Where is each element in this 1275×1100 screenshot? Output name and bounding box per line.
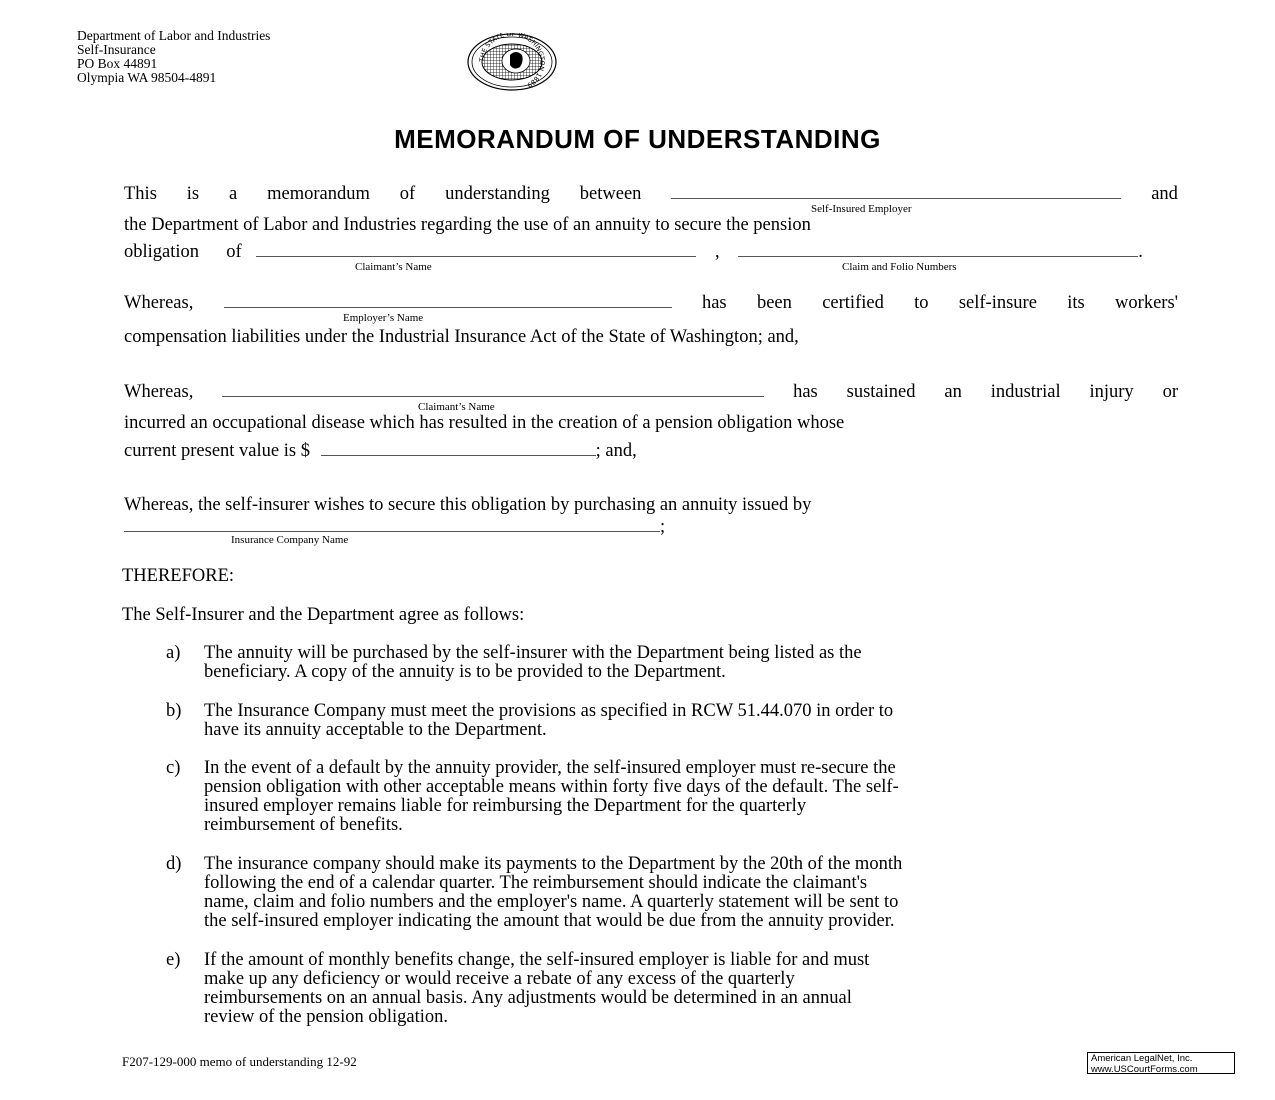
item-label: c): [166, 758, 181, 778]
item-line: If the amount of monthly benefits change, the self-insured employer is liable for and must: [204, 950, 870, 970]
word: This: [124, 184, 157, 204]
item-label: a): [166, 643, 181, 663]
word: a: [229, 184, 238, 204]
item-line: insured employer remains liable for reimbursing the Department for the quarterly: [204, 796, 807, 816]
address-line: Department of Labor and Industries: [77, 28, 271, 43]
intro-line-1: [124, 183, 1178, 205]
text: ; and,: [595, 441, 637, 461]
item-line: make up any deficiency or would receive a rebate of any excess of the quarterly: [204, 969, 795, 989]
word: between: [579, 184, 642, 204]
caption-claim-folio-numbers: Claim and Folio Numbers: [842, 261, 957, 273]
whereas3-line-1: Whereas, the self-insurer wishes to secure this obligation by purchasing an annuity issued by: [124, 495, 812, 515]
caption-claimant-name: Claimant’s Name: [355, 261, 432, 273]
item-label: d): [166, 854, 182, 874]
item-line: In the event of a default by the annuity provider, the self-insured employer must re-secure the: [204, 758, 896, 778]
item-line: reimbursements on an annual basis. Any adjustments would be determined in an annual: [204, 988, 852, 1008]
item-label: b): [166, 701, 182, 721]
whereas2-line-1: [124, 381, 1178, 403]
item-line: The Insurance Company must meet the provisions as specified in RCW 51.44.070 in order to: [204, 701, 894, 721]
word: certified: [822, 293, 884, 313]
word: and: [1151, 184, 1178, 204]
item-line: name, claim and folio numbers and the employer's name. A quarterly statement will be sent to: [204, 892, 899, 912]
period: .: [1138, 242, 1143, 262]
claimant-name-field-2[interactable]: [222, 381, 764, 397]
item-label: e): [166, 950, 181, 970]
claim-folio-numbers-field[interactable]: [738, 241, 1138, 257]
item-line: The annuity will be purchased by the self-insurer with the Department being listed as the: [204, 643, 862, 663]
item-line: beneficiary. A copy of the annuity is to be provided to the Department.: [204, 662, 726, 682]
address-line: PO Box 44891: [77, 56, 158, 71]
word: has: [793, 382, 818, 402]
word: workers': [1115, 293, 1178, 313]
whereas1-line-1: [124, 292, 1178, 314]
claimant-name-field[interactable]: [256, 241, 696, 257]
item-line: The insurance company should make its payments to the Department by the 20th of the month: [204, 854, 903, 874]
word: understanding: [445, 184, 550, 204]
stamp-line: American LegalNet, Inc.: [1091, 1053, 1193, 1064]
word: obligation: [124, 242, 200, 262]
employer-name-field[interactable]: [224, 292, 672, 308]
insurance-company-name-field[interactable]: [124, 516, 660, 532]
state-seal-icon: [466, 33, 558, 91]
self-insured-employer-field[interactable]: [671, 183, 1121, 199]
word: or: [1162, 382, 1178, 402]
word: has: [701, 293, 727, 313]
therefore-heading: THEREFORE:: [122, 566, 235, 586]
whereas2-line-3: [124, 440, 637, 462]
present-value-field[interactable]: [321, 440, 596, 456]
item-line: have its annuity acceptable to the Department.: [204, 720, 547, 740]
caption-self-insured-employer: Self-Insured Employer: [811, 203, 912, 215]
word: injury: [1089, 382, 1134, 402]
caption-employer-name: Employer’s Name: [343, 312, 424, 324]
item-line: reimbursement of benefits.: [204, 815, 403, 835]
agreement-intro: The Self-Insurer and the Department agree as follows:: [122, 605, 525, 625]
page-title: MEMORANDUM OF UNDERSTANDING: [394, 124, 881, 154]
word: Whereas,: [124, 293, 194, 313]
whereas3-line-2: [124, 516, 665, 538]
word: an: [944, 382, 962, 402]
intro-line-3: [124, 241, 1143, 263]
word: of: [226, 242, 242, 262]
caption-insurance-company-name: Insurance Company Name: [231, 534, 349, 546]
seal-ring-text: THE STATE OF WASHINGTON 1889: [477, 33, 547, 90]
department-address: [77, 29, 270, 85]
word: industrial: [990, 382, 1061, 402]
whereas2-line-2: incurred an occupational disease which has resulted in the creation of a pension obligation whose: [124, 413, 845, 433]
word: self-insure: [958, 293, 1037, 313]
word: memorandum: [267, 184, 370, 204]
word: Whereas,: [124, 382, 194, 402]
item-line: review of the pension obligation.: [204, 1007, 449, 1027]
item-line: the self-insured employer indicating the amount that would be due from the annuity provider.: [204, 911, 895, 931]
text: current present value is $: [124, 441, 310, 461]
word: sustained: [846, 382, 916, 402]
whereas1-line-2: compensation liabilities under the Industrial Insurance Act of the State of Washington; and,: [124, 327, 799, 347]
word: been: [756, 293, 792, 313]
word: its: [1067, 293, 1085, 313]
form-number: F207-129-000 memo of understanding 12-92: [122, 1054, 357, 1069]
legalnet-stamp: [1087, 1052, 1235, 1074]
stamp-line: www.USCourtForms.com: [1091, 1063, 1198, 1075]
intro-line-2: the Department of Labor and Industries regarding the use of an annuity to secure the pension: [124, 215, 811, 235]
comma: ,: [714, 242, 720, 262]
address-line: Olympia WA 98504-4891: [77, 70, 217, 85]
word: is: [186, 184, 200, 204]
item-line: following the end of a calendar quarter. The reimbursement should indicate the claimant's: [204, 873, 868, 893]
word: of: [399, 184, 416, 204]
semicolon: ;: [660, 517, 666, 537]
caption-claimant-name-2: Claimant’s Name: [418, 401, 495, 413]
address-line: Self-Insurance: [77, 42, 156, 57]
word: to: [914, 293, 929, 313]
item-line: pension obligation with other acceptable means within forty five days of the default. The self-: [204, 777, 899, 797]
